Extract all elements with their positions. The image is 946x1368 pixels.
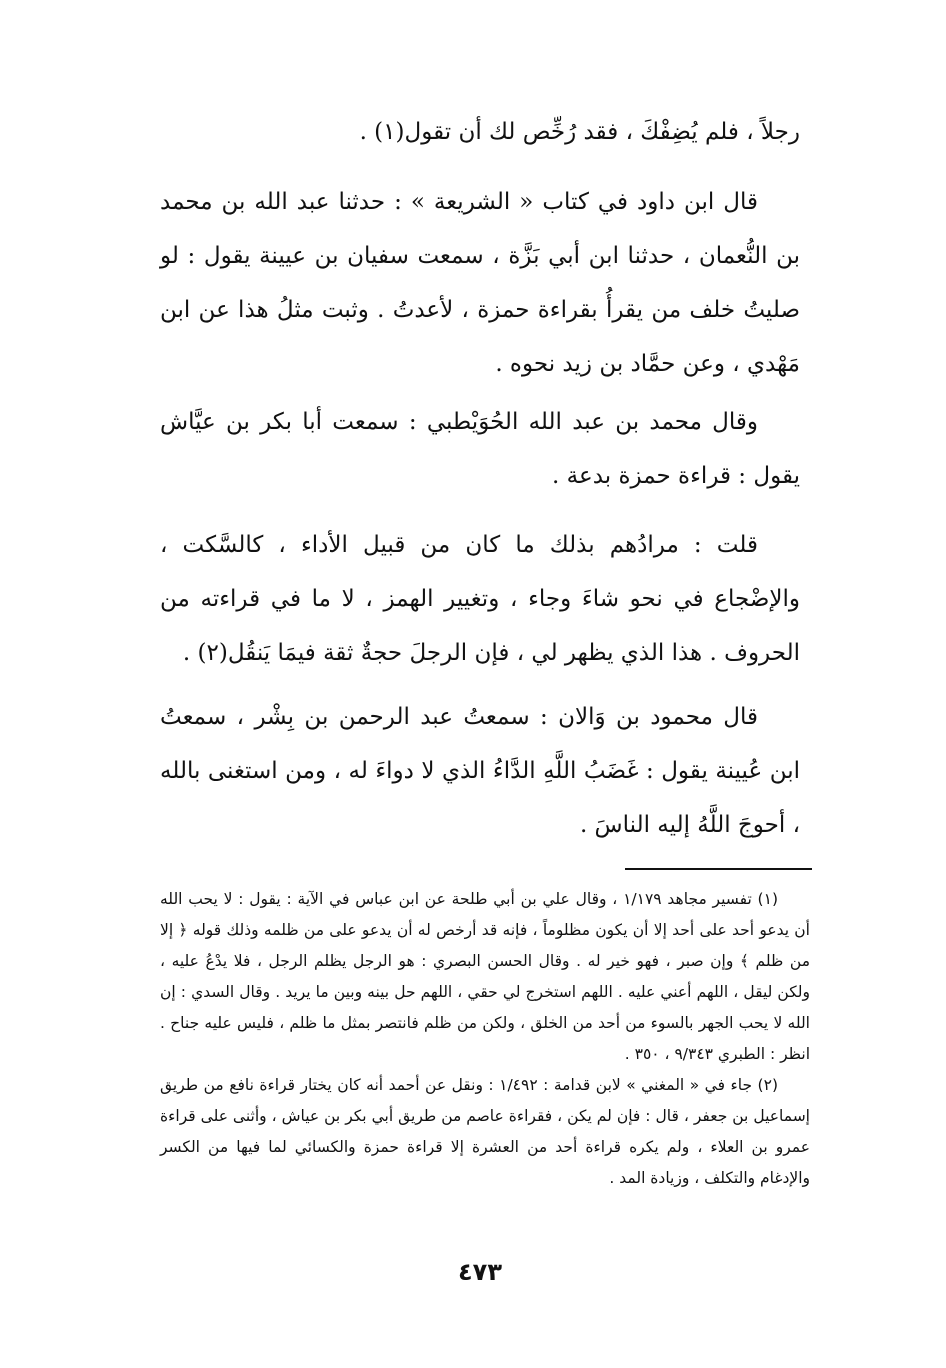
paragraph-mahmud-walan: قال محمود بن وَالان : سمعتُ عبد الرحمن بن بِشْر ، سمعتُ ابن عُيينة يقول : غَضَبُ اللَّهِ الدَّاءُ الذي لا دواءَ له ، ومن استغنى بالله ، أحوجَ اللَّهُ إليه الناسَ . [160,704,800,838]
footnotes-section [160,884,810,1194]
main-text-block-1 [160,105,800,159]
main-text-block-3 [160,395,800,503]
footnote-2: (٢) جاء في « المغني » لابن قدامة : ١/٤٩٢ : ونقل عن أحمد أنه كان يختار قراءة نافع من طريق إسماعيل بن جعفر ، قال : فإن لم يكن ، فقراءة عاصم من طريق أبي بكر بن عياش ، وأثنى على قراءة عمرو بن العلاء ، ولم يكره قراءة أحد من العشرة إلا قراءة حمزة والكسائي لما فيها من الكسر والإدغام والتكلف ، وزيادة المد . [160,1076,810,1187]
page-number: ٤٧٣ [458,1258,502,1286]
main-text-block-5 [160,690,800,852]
paragraph-ibn-dawud: قال ابن داود في كتاب « الشريعة » : حدثنا عبد الله بن محمد بن النُّعمان ، حدثنا ابن أبي بَزَّة ، سمعت سفيان بن عيينة يقول : لو صليتُ خلف من يقرأُ بقراءة حمزة ، لأعدتُ . وثبت مثلُ هذا عن ابن مَهْدي ، وعن حمَّاد بن زيد نحوه . [160,189,800,377]
footnote-1: (١) تفسير مجاهد ١/١٧٩ ، وقال علي بن أبي طلحة عن ابن عباس في الآية : يقول : لا يحب الله أن يدعو أحد على أحد إلا أن يكون مظلوماً ، فإنه قد أرخص له أن يدعو على من ظلمه وذلك قوله ﴿ إلا من ظلم ﴾ وإن صبر ، فهو خير له . وقال الحسن البصري : هو الرجل يظلم الرجل ، فلا يدْعُ عليه ، ولكن ليقل ، اللهم أعني عليه . اللهم استخرج لي حقي ، اللهم حل بينه وبين ما يريد . وقال السدي : إن الله لا يحب الجهر بالسوء من أحد من الخلق ، ولكن من ظلم فانتصر بمثل ما ظلم ، فليس عليه جناح . انظر : الطبري ٩/٣٤٣ ، ٣٥٠ . [160,890,810,1063]
main-text-block-2 [160,175,800,391]
footnote-separator [625,868,812,870]
paragraph-author-comment: قلت : مرادُهم بذلك ما كان من قبيل الأداء ، كالسَّكت ، والإضْجاع في نحو شاءَ وجاء ، وتغيير الهمز ، لا ما في قراءته من الحروف . هذا الذي يظهر لي ، فإن الرجلَ حجةٌ ثقة فيمَا يَنقُل(٢) . [160,532,800,666]
paragraph-huwaytibi: وقال محمد بن عبد الله الحُوَيْطبي : سمعت أبا بكر بن عيَّاش يقول : قراءة حمزة بدعة . [160,409,800,489]
main-text-block-4 [160,518,800,680]
paragraph-continuation: رجلاً ، فلم يُضِفْكَ ، فقد رُخِّص لك أن تقول(١) . [359,119,800,145]
